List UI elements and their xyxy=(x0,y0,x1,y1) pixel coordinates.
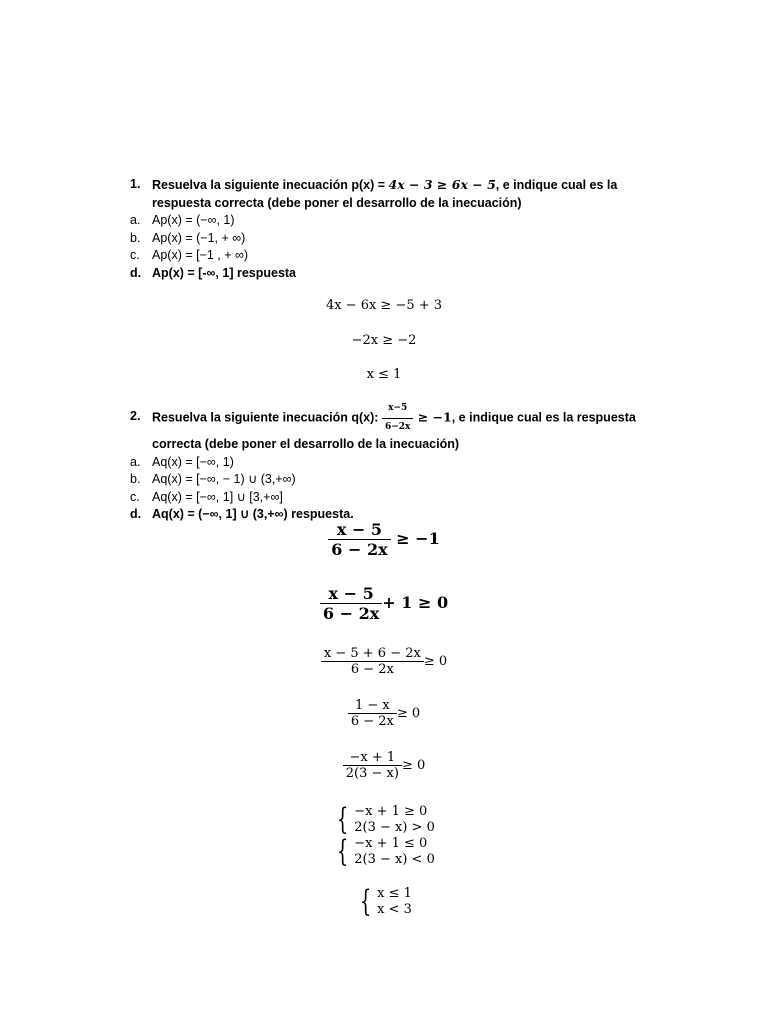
left-brace-icon: { xyxy=(359,884,372,919)
q1-step-3: x ≤ 1 xyxy=(366,367,402,382)
prompt-lead: Resuelva la siguiente inecuación q(x): xyxy=(152,410,382,425)
q2-step-1: $\frac{x - 5}{6 - 2x}$ ≥ −1 xyxy=(0,520,768,559)
option-c[interactable]: c. Aq(x) = [−∞, 1] ∪ [3,+∞] xyxy=(130,489,283,504)
prompt-tail: , e indique cual es la respuesta correcta (debe poner el desarrollo de la inecuación) xyxy=(152,178,618,210)
option-c[interactable]: c. Ap(x) = [−1 , + ∞) xyxy=(130,248,249,262)
question-1-prompt xyxy=(130,176,650,212)
inequality-expression: 4x − 3 ≥ 6x − 5 xyxy=(388,177,496,192)
option-b[interactable]: b. Aq(x) = [−∞, − 1) ∪ (3,+∞) xyxy=(130,472,296,486)
inequality-relation: ≥ −1 xyxy=(413,409,452,425)
option-d[interactable]: d. Aq(x) = (−∞, 1] ∪ (3,+∞) respuesta. xyxy=(130,507,354,521)
option-d[interactable]: d. Ap(x) = [-∞, 1] respuesta xyxy=(130,265,297,280)
option-b[interactable]: b. Ap(x) = (−1, + ∞) xyxy=(130,230,246,245)
q2-step-2: $\frac{x - 5}{6 - 2x}$ + 1 ≥ 0 xyxy=(0,584,768,623)
q1-step-1: 4x − 6x ≥ −5 + 3 xyxy=(325,298,443,313)
option-a[interactable]: a. Ap(x) = (−∞, 1) xyxy=(130,213,235,227)
question-1 xyxy=(130,176,650,282)
q2-system-3: { x ≤ 1 x < 3 xyxy=(359,884,412,919)
option-a[interactable]: a. Aq(x) = [−∞, 1) xyxy=(130,454,234,469)
q1-step-2: −2x ≥ −2 xyxy=(351,333,417,348)
question-2-prompt xyxy=(130,400,650,454)
q2-step-4: $\frac{1 - x}{6 - 2x}$ ≥ 0 xyxy=(0,698,768,729)
q2-step-5: $\frac{-x + 1}{2(3 - x)}$ ≥ 0 xyxy=(0,750,768,781)
prompt-tail: , e indique cual es la respuesta correcta (debe poner el desarrollo de la inecuación) xyxy=(152,410,636,451)
q2-system-1: { −x + 1 ≥ 0 2(3 − x) > 0 xyxy=(336,802,435,837)
q2-system-2: { −x + 1 ≤ 0 2(3 − x) < 0 xyxy=(336,834,435,869)
left-brace-icon: { xyxy=(336,834,349,869)
left-brace-icon: { xyxy=(336,802,349,837)
q2-step-3: $\frac{x - 5 + 6 - 2x}{6 - 2x}$ ≥ 0 xyxy=(0,646,768,677)
prompt-lead: Resuelva la siguiente inecuación p(x) = xyxy=(152,178,389,192)
question-number: 2. xyxy=(130,409,141,423)
question-number: 1. xyxy=(130,177,141,191)
question-2 xyxy=(130,400,650,524)
inline-fraction: $\frac{x-5}{6-2x}$ xyxy=(382,400,413,436)
